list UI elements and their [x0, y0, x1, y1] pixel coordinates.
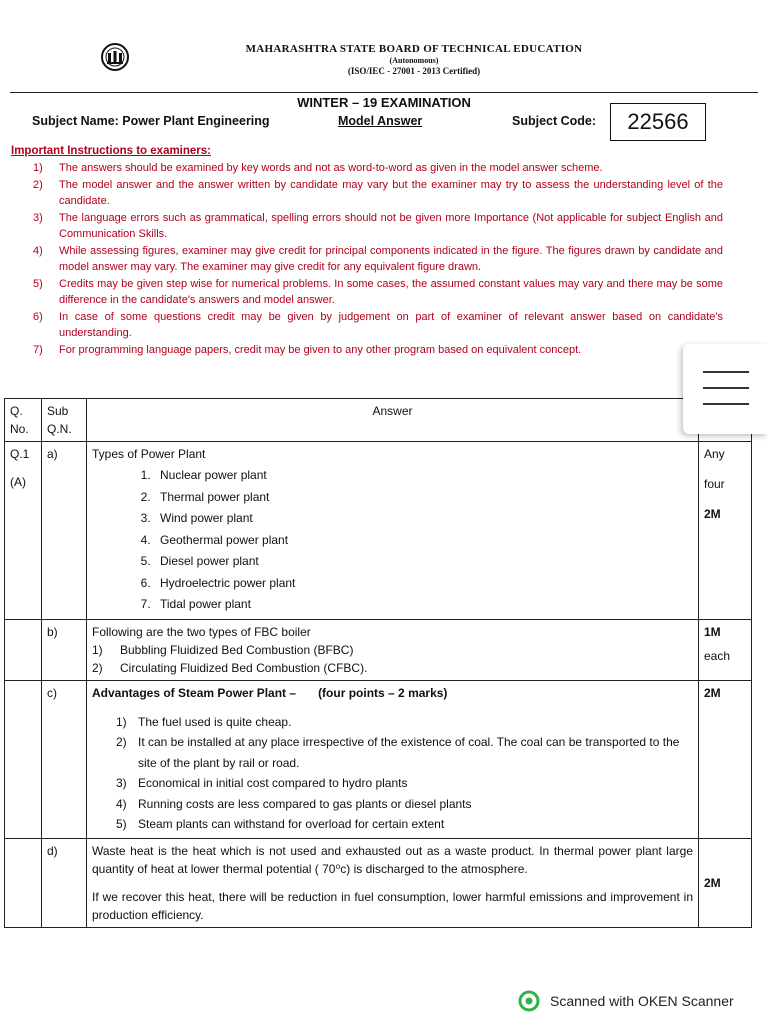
marks-text: 1M — [704, 624, 721, 639]
instruction-item — [11, 177, 723, 210]
table-header-row — [5, 399, 752, 442]
instruction-item — [11, 210, 723, 243]
board-name: MAHARASHTRA STATE BOARD OF TECHNICAL EDUCATION — [245, 43, 583, 55]
item-text: Circulating Fluidized Bed Combustion (CFBC). — [120, 660, 368, 675]
sub-q-label: b) — [42, 619, 87, 680]
marks-text: four — [704, 477, 725, 491]
instructions-heading: Important Instructions to examiners: — [11, 145, 212, 157]
scanner-text: Scanned with OKEN Scanner — [550, 993, 734, 1009]
hamburger-menu-icon — [703, 371, 749, 373]
list-item: 5. Diesel power plant — [154, 551, 693, 573]
header-sub-qn: Sub Q.N. — [42, 399, 87, 442]
power-plant-list — [92, 465, 693, 616]
marks-text: 2M — [704, 507, 721, 521]
q-number-cell — [5, 619, 42, 680]
answer-cell — [87, 838, 699, 927]
marks-cell — [699, 619, 752, 680]
model-answer-label: Model Answer — [338, 114, 423, 128]
item-text: Running costs are less compared to gas plants or diesel plants — [138, 796, 472, 811]
instruction-item — [11, 276, 723, 309]
item-text: Bubbling Fluidized Bed Combustion (BFBC) — [120, 642, 354, 657]
q-number-cell — [5, 838, 42, 927]
floating-menu-button[interactable] — [683, 344, 768, 434]
instruction-number: 3) — [33, 211, 43, 224]
answer-cell — [87, 442, 699, 620]
list-item — [116, 712, 693, 733]
answer-paragraph: Waste heat is the heat which is not used and exhausted out as a waste product. In thermal power plant large quantity of heat at lower thermal potential ( 70⁰c) is discharged to the atmosphere. — [92, 843, 693, 876]
subject-code-box: 22566 — [610, 103, 706, 141]
list-item — [92, 641, 693, 659]
instruction-item — [11, 160, 723, 177]
scanner-watermark — [518, 990, 734, 1012]
sub-q-label: c) — [42, 680, 87, 838]
instruction-text: The answers should be examined by key words and not as word-to-word as given in the model answer scheme. — [59, 162, 603, 174]
instruction-text: The language errors such as grammatical, spelling errors should not be given more Importance (Not applicable for subject English and Communication Skills. — [59, 211, 723, 240]
answer-cell — [87, 619, 699, 680]
q-sub-label: (A) — [10, 475, 26, 489]
list-item: 6. Hydroelectric power plant — [154, 573, 693, 595]
certification-label: (ISO/IEC - 27001 - 2013 Certified) — [347, 66, 481, 76]
table-row — [5, 619, 752, 680]
item-number: 2) — [116, 735, 127, 749]
item-text: It can be installed at any place irrespective of the existence of coal. The coal can be transported to the site of the plant by rail or road. — [138, 735, 680, 770]
instruction-item — [11, 309, 723, 342]
answer-cell — [87, 680, 699, 838]
instruction-item — [11, 243, 723, 276]
marks-cell: 2M — [699, 838, 752, 927]
answer-heading — [92, 684, 693, 702]
instruction-text: In case of some questions credit may be given by judgement on part of examiner of relevant answer based on candidate's understanding. — [59, 310, 723, 339]
instruction-number: 4) — [33, 244, 43, 257]
answer-title: Types of Power Plant — [92, 447, 206, 461]
board-header — [0, 43, 768, 76]
sub-q-label: d) — [42, 838, 87, 927]
instruction-number: 7) — [33, 343, 43, 356]
instruction-number: 5) — [33, 277, 43, 290]
header-q-no: Q. No. — [5, 399, 42, 442]
instructions-list — [11, 160, 723, 358]
heading-note: (four points – 2 marks) — [318, 685, 448, 700]
q-number-cell — [5, 680, 42, 838]
item-number: 5) — [116, 817, 127, 831]
subject-code-label: Subject Code: — [512, 114, 597, 128]
q-number-cell — [5, 442, 42, 620]
list-item — [116, 794, 693, 815]
list-item — [92, 659, 693, 677]
item-text: Steam plants can withstand for overload for certain extent — [138, 817, 445, 831]
list-item — [116, 732, 693, 773]
hamburger-menu-icon — [703, 387, 749, 389]
marks-text: each — [704, 648, 731, 663]
oken-scanner-icon — [518, 990, 540, 1012]
subject-name: Subject Name: Power Plant Engineering — [32, 114, 270, 128]
marks-cell — [699, 442, 752, 620]
item-number: 1) — [92, 642, 103, 657]
answer-paragraph: If we recover this heat, there will be reduction in fuel consumption, lower harmful emissions and improvement in production efficiency. — [92, 889, 693, 922]
marks-cell: 2M — [699, 680, 752, 838]
item-number: 3) — [116, 776, 127, 790]
list-item — [116, 773, 693, 794]
instruction-item — [11, 342, 723, 359]
instruction-text: Credits may be given step wise for numerical problems. In some cases, the assumed constant values may vary and there may be some difference in the candidate's answers and model answer. — [59, 277, 723, 306]
item-text: Economical in initial cost compared to hydro plants — [138, 776, 408, 790]
sub-q-label: a) — [42, 442, 87, 620]
list-item: 4. Geothermal power plant — [154, 530, 693, 552]
list-item: 2. Thermal power plant — [154, 487, 693, 509]
header-answer: Answer — [87, 399, 699, 442]
table-row — [5, 838, 752, 927]
table-row — [5, 442, 752, 620]
item-number: 2) — [92, 660, 103, 675]
advantages-list — [92, 712, 693, 835]
item-number: 4) — [116, 796, 127, 811]
header-divider — [10, 92, 758, 93]
answer-intro: Following are the two types of FBC boiler — [92, 624, 311, 639]
instruction-number: 6) — [33, 310, 43, 323]
item-number: 1) — [116, 714, 127, 729]
autonomous-label: (Autonomous) — [389, 56, 439, 65]
table-row — [5, 680, 752, 838]
list-item: 3. Wind power plant — [154, 508, 693, 530]
instruction-text: While assessing figures, examiner may give credit for principal components indicated in the figure. The figures drawn by candidate and model answer may vary. The examiner may give credit for any equivalent figure drawn. — [59, 244, 723, 273]
list-item — [116, 814, 693, 835]
list-item: 7. Tidal power plant — [154, 594, 693, 616]
marks-text: Any — [704, 447, 725, 461]
hamburger-menu-icon — [703, 403, 749, 405]
instruction-text: For programming language papers, credit may be given to any other program based on equivalent concept. — [59, 343, 582, 356]
exam-title: WINTER – 19 EXAMINATION — [297, 95, 471, 110]
list-item: 1. Nuclear power plant — [154, 465, 693, 487]
instruction-number: 1) — [33, 162, 43, 174]
item-text: The fuel used is quite cheap. — [138, 714, 292, 729]
instruction-text: The model answer and the answer written by candidate may vary but the examiner may try to assess the understanding level of the candidate. — [59, 178, 723, 207]
answer-table — [4, 398, 752, 928]
instruction-number: 2) — [33, 178, 43, 191]
q-label: Q.1 — [10, 447, 30, 461]
heading-text: Advantages of Steam Power Plant – — [92, 685, 297, 700]
